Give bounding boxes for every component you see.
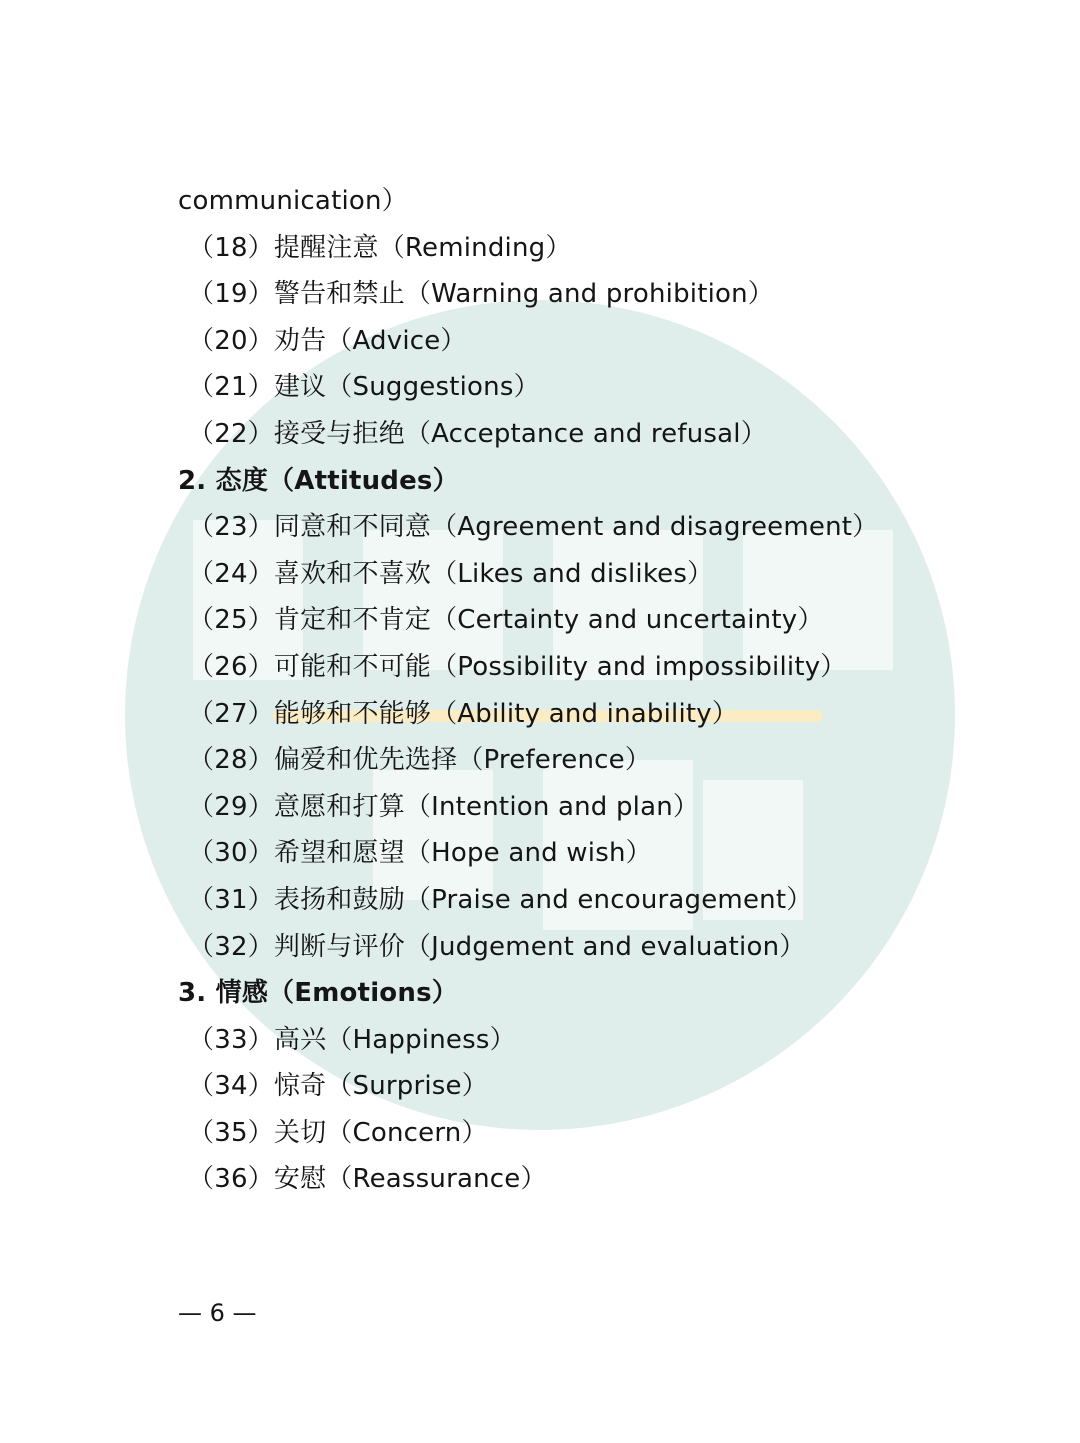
item-cn: 喜欢和不喜欢 [273,558,432,589]
list-item [178,737,998,784]
item-en: （Happiness） [326,1024,516,1055]
item-en: （Reminding） [378,232,572,263]
item-cn: 肯定和不肯定 [273,605,432,636]
item-cn: 希望和愿望 [273,838,405,869]
item-en: （Certainty and uncertainty） [431,605,824,636]
item-number: （32） [188,931,274,962]
item-cn: 同意和不同意 [273,512,432,543]
item-en: （Acceptance and refusal） [404,418,767,449]
item-number: （30） [188,838,274,869]
item-cn: 高兴 [273,1024,327,1055]
item-cn: 惊奇 [273,1071,327,1102]
list-item [178,830,998,877]
list-item [178,597,998,644]
list-item [178,877,998,924]
item-en: （Suggestions） [326,372,540,403]
item-en: （Reassurance） [326,1164,547,1195]
item-number: （20） [188,325,274,356]
section-heading-emotions [178,970,998,1017]
list-item [178,1110,998,1157]
item-number: （19） [188,279,274,310]
item-number: （28） [188,745,274,776]
item-en: （Agreement and disagreement） [431,512,879,543]
continuation-line: communication） [178,186,408,216]
item-number: （36） [188,1164,274,1195]
item-number: （25） [188,605,274,636]
item-number: （23） [188,512,274,543]
list-item [178,318,998,365]
list-group-communication [178,225,998,458]
heading-cn: 态度 [215,465,269,496]
item-en: （Preference） [457,745,652,776]
item-cn: 偏爱和优先选择 [273,745,458,776]
item-en: （Ability and inability） [431,698,739,729]
item-cn: 能够和不能够 [273,698,432,729]
item-number: （26） [188,651,274,682]
item-en: （Warning and prohibition） [404,279,775,310]
document-body [178,178,998,1203]
list-item [178,364,998,411]
item-cn: 安慰 [273,1164,327,1195]
item-en: （Hope and wish） [404,838,652,869]
item-cn: 警告和禁止 [273,279,405,310]
list-item [178,1156,998,1203]
item-cn: 建议 [273,372,327,403]
list-item [178,691,998,738]
item-number: （29） [188,791,274,822]
list-item [178,504,998,551]
heading-cn: 情感 [215,978,269,1009]
item-number: （33） [188,1024,274,1055]
item-cn: 可能和不可能 [273,651,432,682]
item-cn: 判断与评价 [273,931,405,962]
item-en: （Possibility and impossibility） [431,651,847,682]
heading-en: （Emotions） [268,978,458,1009]
list-item [178,551,998,598]
item-en: （Advice） [326,325,467,356]
item-en: （Praise and encouragement） [404,884,813,915]
list-group-attitudes [178,504,998,970]
list-item [178,271,998,318]
list-group-emotions [178,1017,998,1203]
item-cn: 劝告 [273,325,327,356]
item-en: （Surprise） [326,1071,488,1102]
item-en: （Intention and plan） [404,791,700,822]
list-item [178,225,998,272]
item-number: （22） [188,418,274,449]
item-number: （31） [188,884,274,915]
item-cn: 接受与拒绝 [273,418,405,449]
item-number: （24） [188,558,274,589]
list-item [178,411,998,458]
page-number: — 6 — [178,1299,257,1327]
list-item [178,924,998,971]
item-number: （21） [188,372,274,403]
list-item [178,1063,998,1110]
heading-number: 3. [178,978,207,1009]
item-cn: 关切 [273,1117,327,1148]
heading-number: 2. [178,465,207,496]
item-en: （Concern） [326,1117,488,1148]
item-cn: 表扬和鼓励 [273,884,405,915]
list-item [178,644,998,691]
section-heading-attitudes [178,458,998,505]
list-item [178,784,998,831]
item-en: （Judgement and evaluation） [404,931,806,962]
item-number: （27） [188,698,274,729]
item-cn: 意愿和打算 [273,791,405,822]
item-number: （18） [188,232,274,263]
item-number: （34） [188,1071,274,1102]
item-cn: 提醒注意 [273,232,379,263]
item-en: （Likes and dislikes） [431,558,714,589]
item-number: （35） [188,1117,274,1148]
heading-en: （Attitudes） [268,465,459,496]
list-item [178,1017,998,1064]
